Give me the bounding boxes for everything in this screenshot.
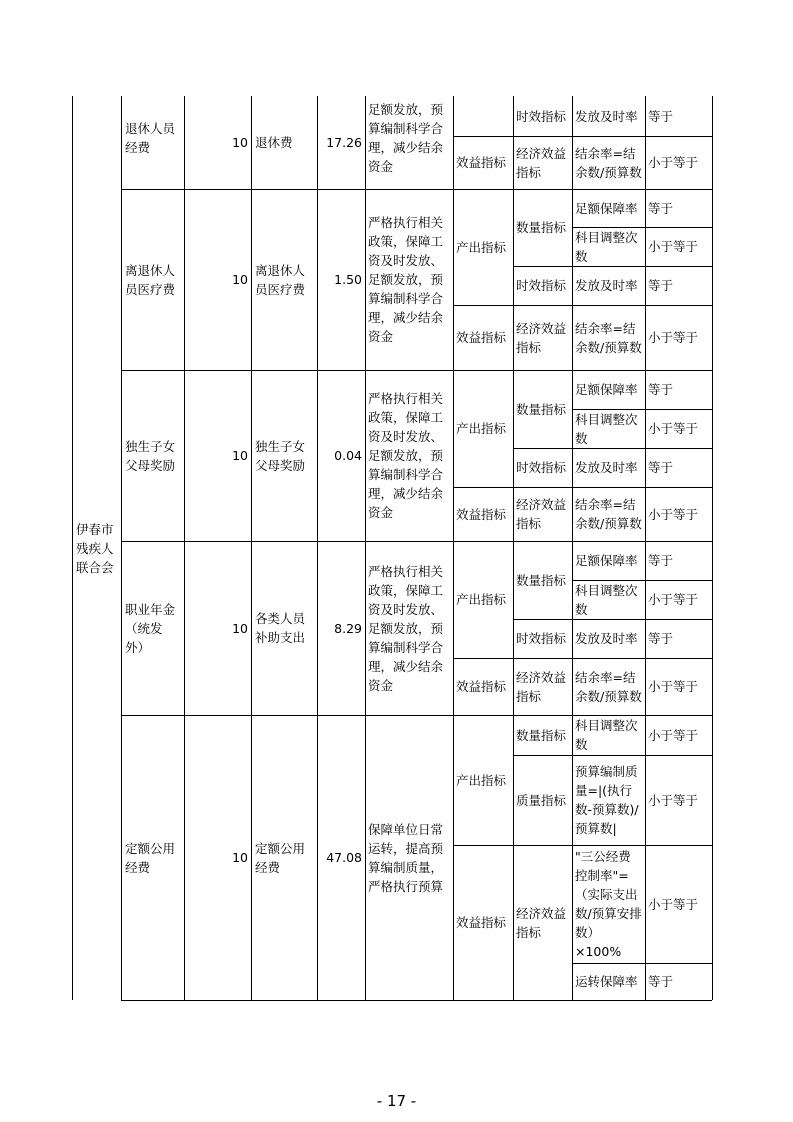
indicator-type-cell: 产出指标 xyxy=(456,772,507,788)
sub-indicator-cell: 数量指标 xyxy=(516,572,567,588)
operator-cell: 小于等于 xyxy=(648,592,699,607)
operator-cell: 等于 xyxy=(648,631,674,646)
indicator-name-cell: 足额保障率 xyxy=(575,200,638,216)
indicator-type-cell: 效益指标 xyxy=(456,155,507,170)
indicator-name-cell: 运转保障率 xyxy=(575,974,638,989)
indicator-type-cell: 产出指标 xyxy=(456,239,507,255)
project-name-cell: 退休人员经费 xyxy=(125,120,176,155)
amount-cell: 0.04 xyxy=(334,448,362,463)
goal-cell: 保障单位日常运转，提高预算编制质量，严格执行预算 xyxy=(368,821,444,894)
operator-cell: 等于 xyxy=(648,200,674,216)
indicator-name-cell: 发放及时率 xyxy=(575,460,638,475)
operator-cell: 小于等于 xyxy=(648,792,699,808)
project-name-cell: 定额公用经费 xyxy=(125,840,176,875)
operator-cell: 等于 xyxy=(648,553,674,568)
grid-line xyxy=(712,370,713,541)
sub-indicator-cell: 数量指标 xyxy=(516,220,567,235)
operator-cell: 小于等于 xyxy=(648,679,699,694)
grid-line xyxy=(712,715,713,1000)
indicator-type-cell: 效益指标 xyxy=(456,330,507,345)
goal-cell: 足额发放，预算编制科学合理，减少结余资金 xyxy=(368,101,444,174)
sub-indicator-cell: 时效指标 xyxy=(516,631,567,646)
indicator-name-cell: 结余率=结余数/预算数 xyxy=(575,320,642,355)
operator-cell: 等于 xyxy=(648,974,674,989)
category-cell: 退休费 xyxy=(255,135,293,150)
sub-indicator-cell: 质量指标 xyxy=(516,792,567,808)
sub-indicator-cell: 数量指标 xyxy=(516,727,567,743)
indicator-name-cell: 科目调整次数 xyxy=(575,718,638,752)
grid-line xyxy=(712,96,713,189)
project-name-cell: 职业年金（统发外） xyxy=(125,601,176,655)
score-cell: 10 xyxy=(232,620,248,636)
amount-cell: 17.26 xyxy=(326,135,362,150)
indicator-type-cell: 产出指标 xyxy=(456,421,507,436)
category-cell: 各类人员补助支出 xyxy=(255,611,306,645)
project-name-cell: 独生子女父母奖励 xyxy=(125,438,176,473)
operator-cell: 小于等于 xyxy=(648,239,699,254)
indicator-name-cell: 结余率=结余数/预算数 xyxy=(575,497,642,531)
indicator-name-cell: 预算编制质量=|(执行数-预算数)/预算数| xyxy=(575,764,639,836)
indicator-name-cell: 足额保障率 xyxy=(575,382,638,397)
operator-cell: 小于等于 xyxy=(648,330,699,345)
indicator-type-cell: 效益指标 xyxy=(456,679,507,694)
sub-indicator-cell: 时效指标 xyxy=(516,108,567,124)
goal-cell: 严格执行相关政策，保障工资及时发放、足额发放，预算编制科学合理，减少结余资金 xyxy=(368,391,444,520)
amount-cell: 8.29 xyxy=(334,620,362,636)
indicator-type-cell: 效益指标 xyxy=(456,915,507,930)
score-cell: 10 xyxy=(232,850,248,865)
amount-cell: 1.50 xyxy=(334,272,362,287)
indicator-name-cell: 科目调整次数 xyxy=(575,411,638,446)
indicator-type-cell: 产出指标 xyxy=(456,592,507,607)
sub-indicator-cell: 经济效益指标 xyxy=(516,145,567,180)
operator-cell: 小于等于 xyxy=(648,896,699,912)
sub-indicator-cell: 经济效益指标 xyxy=(516,320,567,355)
indicator-name-cell: 发放及时率 xyxy=(575,108,638,124)
operator-cell: 小于等于 xyxy=(648,421,699,436)
score-cell: 10 xyxy=(232,448,248,463)
indicator-name-cell: 科目调整次数 xyxy=(575,582,638,617)
operator-cell: 等于 xyxy=(648,460,674,475)
operator-cell: 小于等于 xyxy=(648,506,699,522)
amount-cell: 47.08 xyxy=(326,850,362,865)
operator-cell: 等于 xyxy=(648,108,674,124)
indicator-name-cell: 发放及时率 xyxy=(575,631,638,646)
category-cell: 离退休人员医疗费 xyxy=(255,262,306,297)
sub-indicator-cell: 时效指标 xyxy=(516,278,567,293)
indicator-name-cell: 足额保障率 xyxy=(575,553,638,568)
grid-line xyxy=(712,541,713,715)
sub-indicator-cell: 经济效益指标 xyxy=(516,669,567,704)
indicator-name-cell: "三公经费控制率"=（实际支出数/预算安排数）×100% xyxy=(575,849,642,959)
score-cell: 10 xyxy=(232,272,248,287)
sub-indicator-cell: 经济效益指标 xyxy=(516,905,567,940)
operator-cell: 等于 xyxy=(648,278,674,293)
indicator-name-cell: 发放及时率 xyxy=(575,278,638,293)
table-bottom-border xyxy=(121,1000,712,1001)
sub-indicator-cell: 经济效益指标 xyxy=(516,497,567,531)
indicator-name-cell: 结余率=结余数/预算数 xyxy=(575,145,642,180)
score-cell: 10 xyxy=(232,135,248,150)
operator-cell: 小于等于 xyxy=(648,155,699,170)
project-name-cell: 离退休人员医疗费 xyxy=(125,262,176,297)
grid-line xyxy=(712,189,713,370)
indicator-name-cell: 科目调整次数 xyxy=(575,229,638,264)
indicator-name-cell: 结余率=结余数/预算数 xyxy=(575,669,642,704)
goal-cell: 严格执行相关政策，保障工资及时发放、足额发放，预算编制科学合理，减少结余资金 xyxy=(368,215,444,344)
org-name-cell: 伊春市残疾人联合会 xyxy=(76,521,114,575)
indicator-type-cell: 效益指标 xyxy=(456,506,507,522)
operator-cell: 等于 xyxy=(648,382,674,397)
sub-indicator-cell: 时效指标 xyxy=(516,460,567,475)
operator-cell: 小于等于 xyxy=(648,727,699,743)
page-number: - 17 - xyxy=(376,1092,417,1110)
sub-indicator-cell: 数量指标 xyxy=(516,401,567,417)
category-cell: 定额公用经费 xyxy=(255,840,306,875)
goal-cell: 严格执行相关政策，保障工资及时发放、足额发放，预算编制科学合理，减少结余资金 xyxy=(368,563,444,693)
category-cell: 独生子女父母奖励 xyxy=(255,438,306,473)
